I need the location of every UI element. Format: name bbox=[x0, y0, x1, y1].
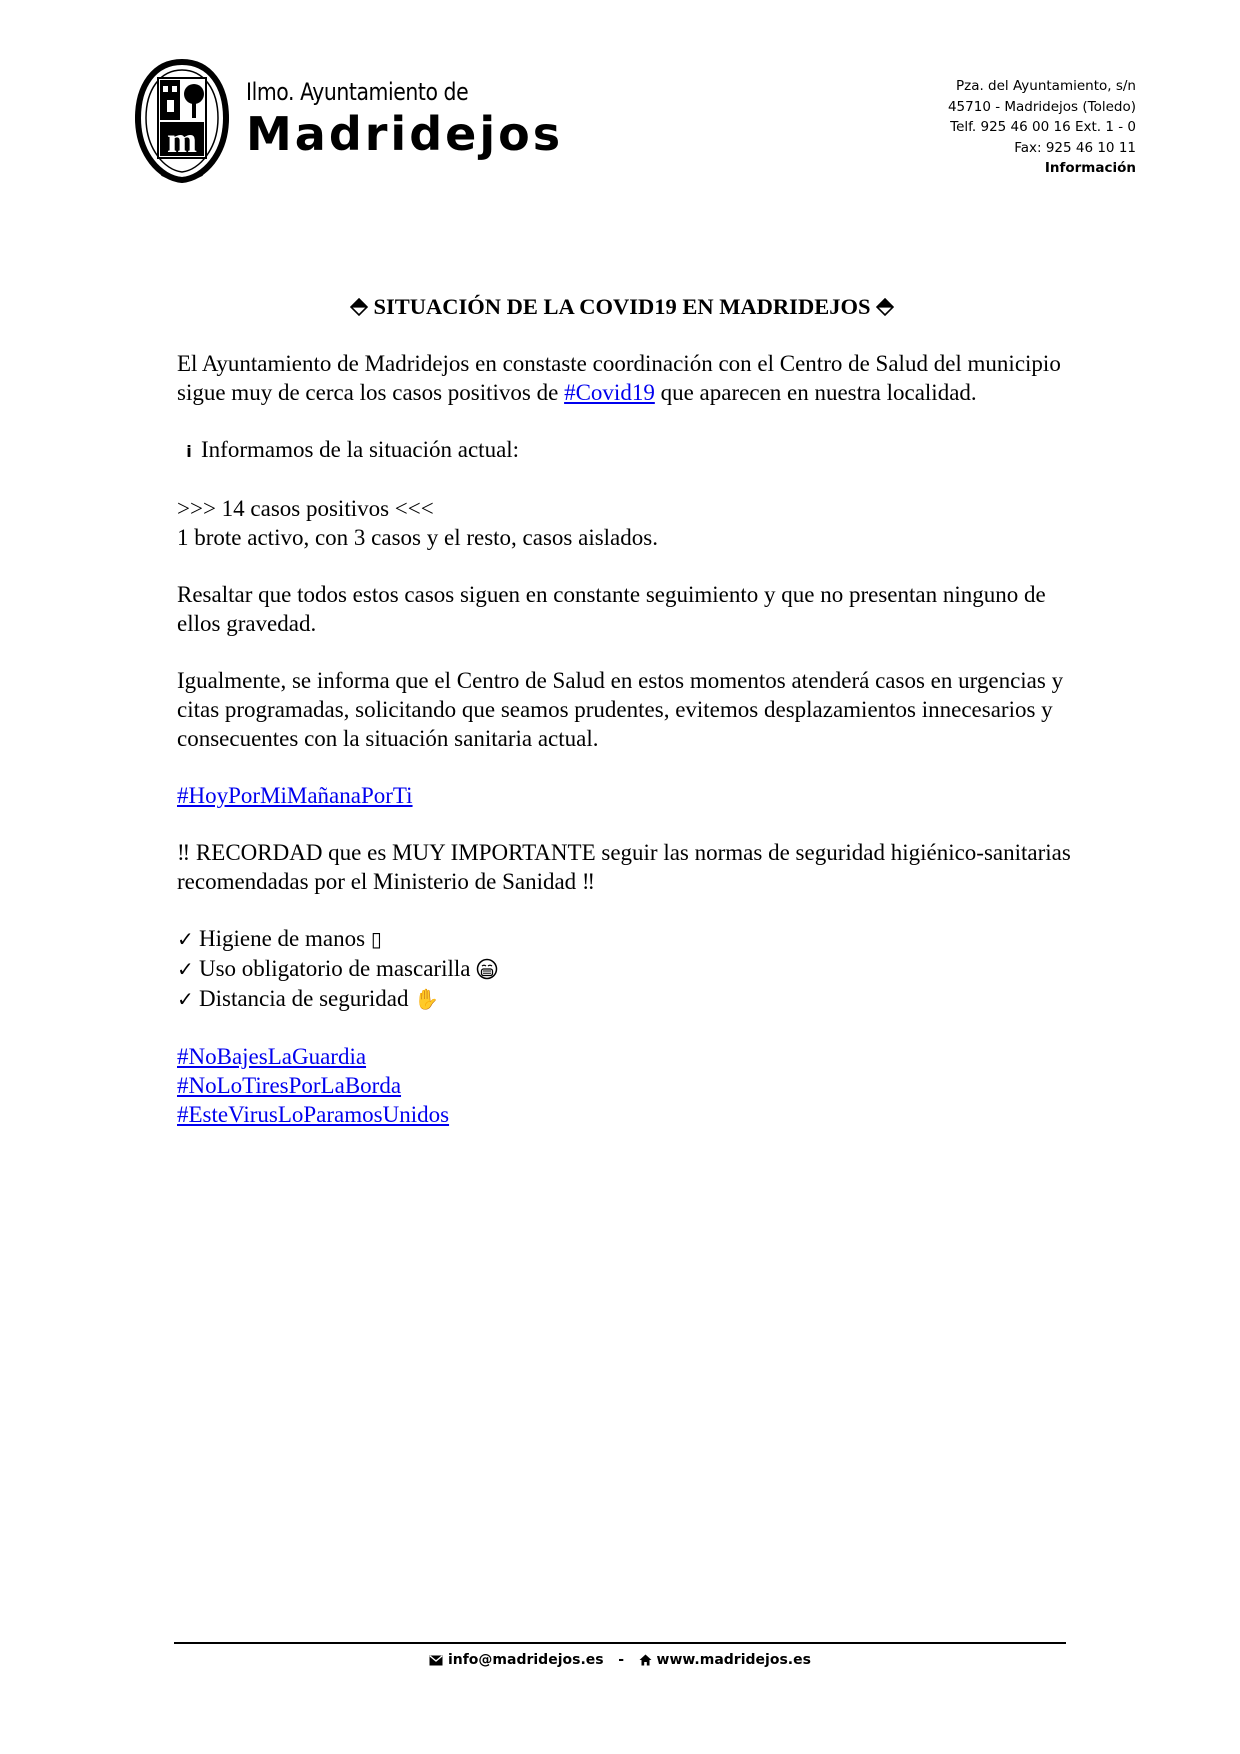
raised-hands-icon: ▯ bbox=[370, 927, 382, 951]
outbreak-line: 1 brote activo, con 3 casos y el resto, casos aislados. bbox=[177, 525, 658, 550]
svg-text:m: m bbox=[167, 120, 197, 160]
document-body bbox=[177, 292, 1077, 1129]
followup-paragraph: Resaltar que todos estos casos siguen en constante seguimiento y que no presentan ninguno de ellos gravedad. bbox=[177, 582, 1046, 636]
measure-item bbox=[177, 956, 498, 981]
footer-divider bbox=[174, 1642, 1066, 1644]
hashtag-covid19-link[interactable]: #Covid19 bbox=[564, 380, 655, 405]
coat-of-arms-logo bbox=[132, 56, 232, 186]
contact-block bbox=[948, 76, 1136, 179]
department-label: Información bbox=[1044, 160, 1136, 176]
closing-hashtags bbox=[177, 1042, 1077, 1129]
info-line-text: Informamos de la situación actual: bbox=[201, 437, 520, 462]
intro-text-1: El Ayuntamiento de Madridejos en constaste coordinación con el Centro de Salud del municipio sigue muy de cerca los casos positivos de bbox=[177, 351, 1061, 405]
face-with-mask-icon bbox=[476, 958, 498, 980]
cases-count-line: >>> 14 casos positivos <<< bbox=[177, 496, 434, 521]
footer bbox=[0, 1652, 1240, 1668]
info-line bbox=[177, 435, 1077, 466]
contact-postal: 45710 - Madridejos (Toledo) bbox=[947, 98, 1136, 115]
organization-name-line1: Ilmo. Ayuntamiento de bbox=[246, 78, 469, 106]
hashtag-nolotiresporlaborda-link[interactable]: #NoLoTiresPorLaBorda bbox=[177, 1073, 402, 1098]
check-mark-icon: ✓ bbox=[177, 927, 194, 951]
reminder-paragraph: ‼ RECORDAD que es MUY IMPORTANTE seguir las normas de seguridad higiénico-sanitarias recomendadas por el Ministerio de Sanidad ‼ bbox=[177, 840, 1071, 894]
closing-hashtag-item bbox=[177, 1071, 1077, 1100]
check-mark-icon: ✓ bbox=[177, 957, 194, 981]
measure-text: Higiene de manos bbox=[199, 926, 366, 951]
intro-text-2: que aparecen en nuestra localidad. bbox=[654, 380, 977, 405]
organization-name bbox=[246, 78, 563, 162]
organization-name-line2: Madridejos bbox=[246, 107, 564, 161]
measures-list bbox=[177, 924, 1077, 1014]
cases-block bbox=[177, 494, 1077, 552]
footer-email[interactable]: info@madridejos.es bbox=[447, 1652, 604, 1668]
diamond-bullet-icon bbox=[350, 298, 368, 316]
closing-hashtag-item bbox=[177, 1100, 1077, 1129]
contact-phone: Telf. 925 46 00 16 Ext. 1 - 0 bbox=[950, 119, 1136, 135]
measure-text: Distancia de seguridad bbox=[199, 986, 409, 1011]
home-icon bbox=[639, 1654, 652, 1666]
measure-item bbox=[177, 926, 382, 951]
hashtag-hoy-paragraph bbox=[177, 781, 1077, 810]
contact-address: Pza. del Ayuntamiento, s/n bbox=[955, 78, 1136, 94]
contact-fax: Fax: 925 46 10 11 bbox=[1014, 139, 1136, 156]
diamond-bullet-icon bbox=[876, 298, 894, 316]
closing-hashtag-item bbox=[177, 1042, 1077, 1071]
footer-website[interactable]: www.madridejos.es bbox=[656, 1652, 811, 1668]
hashtag-hoypormimananaporti-link[interactable]: #HoyPorMiMañanaPorTi bbox=[177, 783, 413, 808]
info-icon: i bbox=[186, 442, 192, 461]
footer-separator: - bbox=[618, 1652, 625, 1668]
measure-text: Uso obligatorio de mascarilla bbox=[199, 956, 471, 981]
measure-item bbox=[177, 986, 439, 1011]
envelope-icon bbox=[429, 1655, 443, 1666]
raised-hand-icon: ✋ bbox=[414, 987, 440, 1011]
title-text: SITUACIÓN DE LA COVID19 EN MADRIDEJOS bbox=[373, 294, 871, 319]
health-center-paragraph: Igualmente, se informa que el Centro de Salud en estos momentos atenderá casos en urgencias y citas programadas, solicitando que seamos prudentes, evitemos desplazamientos innecesarios y consecuentes con la situación sanitaria actual. bbox=[177, 668, 1064, 751]
hashtag-estevirusloparamosunidos-link[interactable]: #EsteVirusLoParamosUnidos bbox=[177, 1102, 450, 1127]
hashtag-nobajeslaguardia-link[interactable]: #NoBajesLaGuardia bbox=[177, 1044, 367, 1069]
document-title bbox=[177, 292, 1067, 321]
intro-paragraph bbox=[177, 349, 1077, 407]
check-mark-icon: ✓ bbox=[177, 987, 194, 1011]
